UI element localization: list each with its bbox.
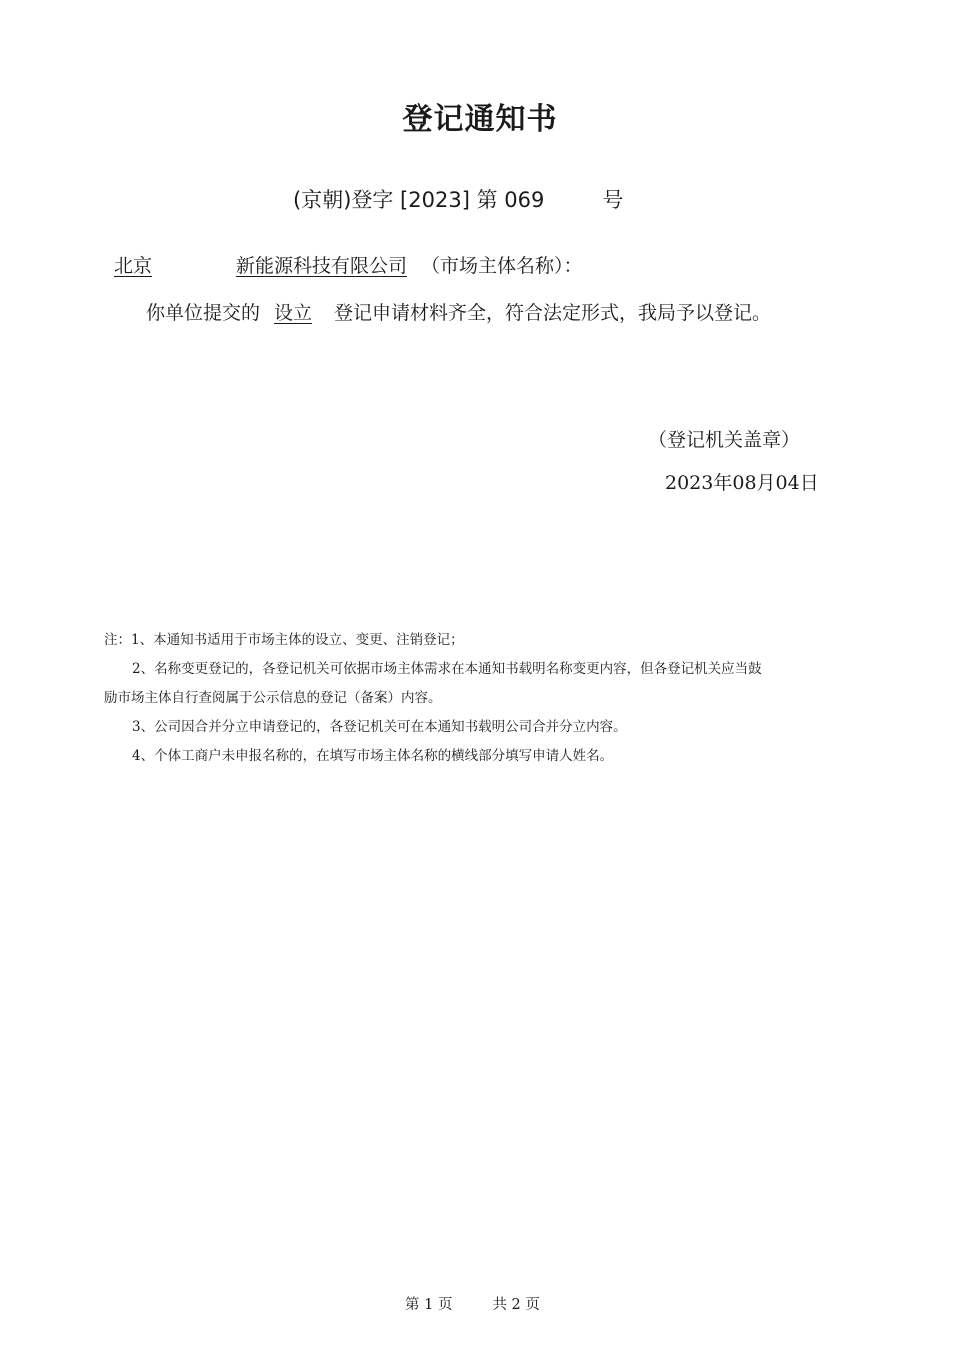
notice-body-rest: 登记申请材料齐全，符合法定形式，我局予以登记。	[334, 302, 772, 324]
page-footer	[405, 1293, 540, 1314]
registration-type-underline	[260, 302, 334, 324]
total-page-count: 共 2 页	[492, 1297, 540, 1313]
note-item: 4、个体工商户未申报名称的，在填写市场主体名称的横线部分填写申请人姓名。	[132, 748, 614, 764]
current-page-number: 第 1 页	[405, 1297, 453, 1313]
note-item: 2、名称变更登记的，各登记机关可依据市场主体需求在本通知书载明名称变更内容，但各登记机关应当鼓	[132, 661, 762, 677]
notice-body	[146, 298, 771, 325]
addressee-region: 北京	[114, 255, 153, 277]
notice-body-lead: 你单位提交的	[146, 302, 261, 324]
addressee-underline	[104, 255, 421, 277]
document-title: 登记通知书	[402, 102, 558, 137]
document-number-prefix: (京朝)登字 [2023] 第 069	[293, 188, 545, 212]
registration-type: 设立	[274, 302, 313, 324]
notes-section	[104, 626, 824, 771]
addressee-label-suffix: （市场主体名称）：	[421, 255, 583, 277]
issue-date: 2023年08月04日	[665, 472, 819, 494]
document-number-suffix: 号	[602, 188, 624, 212]
note-item-continuation: 励市场主体自行查阅属于公示信息的登记（备案）内容。	[104, 690, 442, 706]
document-number	[293, 184, 623, 214]
seal-note: （登记机关盖章）	[648, 429, 801, 451]
note-item: 注：1、本通知书适用于市场主体的设立、变更、注销登记；	[104, 632, 464, 648]
addressee-company-name: 新能源科技有限公司	[236, 255, 408, 277]
addressee-line	[104, 251, 583, 278]
note-item: 3、公司因合并分立申请登记的，各登记机关可在本通知书载明公司合并分立内容。	[132, 719, 627, 735]
